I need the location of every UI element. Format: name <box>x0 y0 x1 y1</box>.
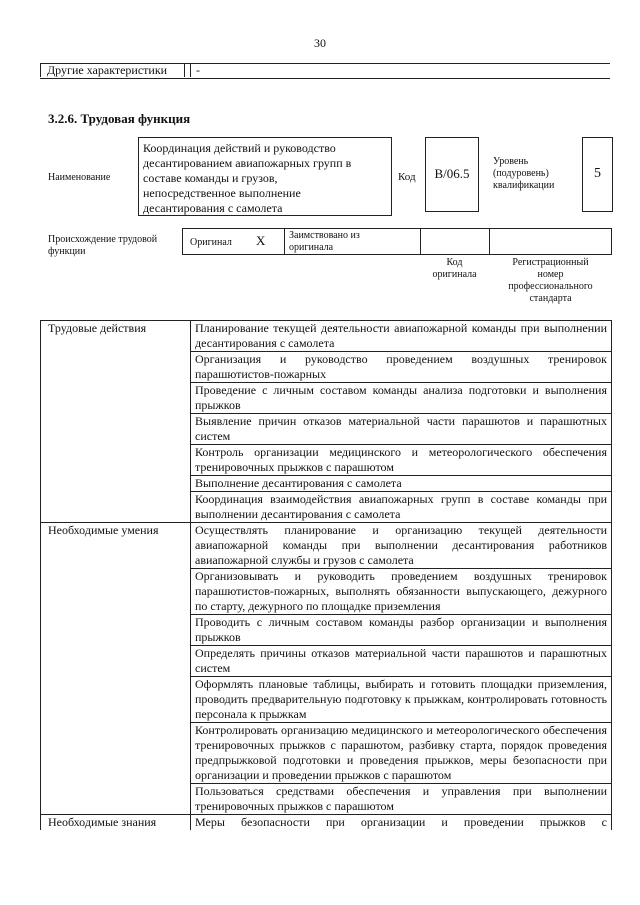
function-name-line: десантированием авиапожарных групп в <box>143 156 352 170</box>
function-name-line: составе команды и грузов, <box>143 171 278 185</box>
table-row <box>41 523 612 569</box>
table-item: Контролировать организацию медицинского и метеорологического обеспечения тренировочных прыжков с парашютом, разбивку старта, порядок проведения предпрыжковой подготовки и проведения прыжков, меры безопасности при организации и проведении прыжков с парашютом <box>191 723 612 784</box>
reg-number-cell <box>489 228 612 255</box>
code-original-cell <box>420 228 489 255</box>
table-item: Координация взаимодействия авиапожарных групп в составе команды при выполнении десантирования с самолета <box>191 492 612 523</box>
code-value-box: B/06.5 <box>425 137 479 212</box>
category-cell: Трудовые действия <box>41 321 191 523</box>
origin-label-line: функции <box>48 246 86 257</box>
name-label: Наименование <box>48 172 111 183</box>
original-label: Оригинал <box>190 237 232 248</box>
code-label: Код <box>398 171 416 183</box>
caption-line: оригинала <box>432 269 477 280</box>
table-item: Проведение с личным составом команды анализа подготовки и выполнения прыжков <box>191 383 612 414</box>
other-characteristics-value: - <box>190 63 296 77</box>
borrowed-label-line: Заимствовано из <box>289 230 360 241</box>
caption-line: Регистрационный <box>512 257 589 268</box>
table-item: Выявление причин отказов материальной части парашютов и парашютных систем <box>191 414 612 445</box>
level-value-box: 5 <box>582 137 613 212</box>
level-label-line: Уровень <box>493 156 529 167</box>
origin-label-line: Происхождение трудовой <box>48 234 158 245</box>
table-item: Контроль организации медицинского и метеорологического обеспечения тренировочных прыжков с парашютом <box>191 445 612 476</box>
level-label-line: (подуровень) <box>493 168 549 179</box>
table-item: Определять причины отказов материальной части парашютов и парашютных систем <box>191 646 612 677</box>
table-item: Планирование текущей деятельности авиапожарной команды при выполнении десантирования с самолета <box>191 321 612 352</box>
table-row <box>41 815 612 831</box>
page-number: 30 <box>314 36 326 50</box>
function-name-line: Координация действий и руководство <box>143 141 336 155</box>
table-item: Выполнение десантирования с самолета <box>191 476 612 492</box>
borrowed-label <box>289 230 360 254</box>
caption-line: стандарта <box>529 293 572 304</box>
level-label <box>493 156 554 192</box>
reg-number-caption <box>489 257 612 305</box>
level-label-line: квалификации <box>493 180 555 191</box>
function-details-table <box>40 320 612 830</box>
category-cell: Необходимые знания <box>41 815 191 831</box>
table-item: Проводить с личным составом команды разбор организации и выполнения прыжков <box>191 615 612 646</box>
section-title: 3.2.6. Трудовая функция <box>48 111 191 126</box>
function-name-line: десантирования с самолета <box>143 201 283 215</box>
origin-label <box>48 234 157 258</box>
table-item: Пользоваться средствами обеспечения и управления при выполнении тренировочных прыжков с парашютом <box>191 784 612 815</box>
borrowed-label-line: оригинала <box>289 242 334 253</box>
table-item: Оформлять плановые таблицы, выбирать и готовить площадки приземления, проводить предварительную подготовку к прыжкам, контролировать готовность персонала к прыжкам <box>191 677 612 723</box>
code-original-caption <box>420 257 489 281</box>
caption-line: номер <box>537 269 564 280</box>
other-characteristics-label: Другие характеристики <box>40 63 185 77</box>
function-name-box <box>138 137 392 216</box>
caption-line: профессионального <box>508 281 593 292</box>
function-name-line: непосредственное выполнение <box>143 186 301 200</box>
table-item: Меры безопасности при организации и проведении прыжков с <box>191 815 612 831</box>
table-item: Осуществлять планирование и организацию текущей деятельности авиапожарной команды при выполнении десантирования работников авиапожарной службы и грузов с самолета <box>191 523 612 569</box>
category-cell: Необходимые умения <box>41 523 191 815</box>
table-row <box>41 321 612 352</box>
caption-line: Код <box>446 257 463 268</box>
original-mark: X <box>256 233 266 248</box>
table-item: Организация и руководство проведением воздушных тренировок парашютистов-пожарных <box>191 352 612 383</box>
table-item: Организовывать и руководить проведением воздушных тренировок парашютистов-пожарных, выполнять обязанности выпускающего, дежурного по старту, дежурного по площадке приземления <box>191 569 612 615</box>
